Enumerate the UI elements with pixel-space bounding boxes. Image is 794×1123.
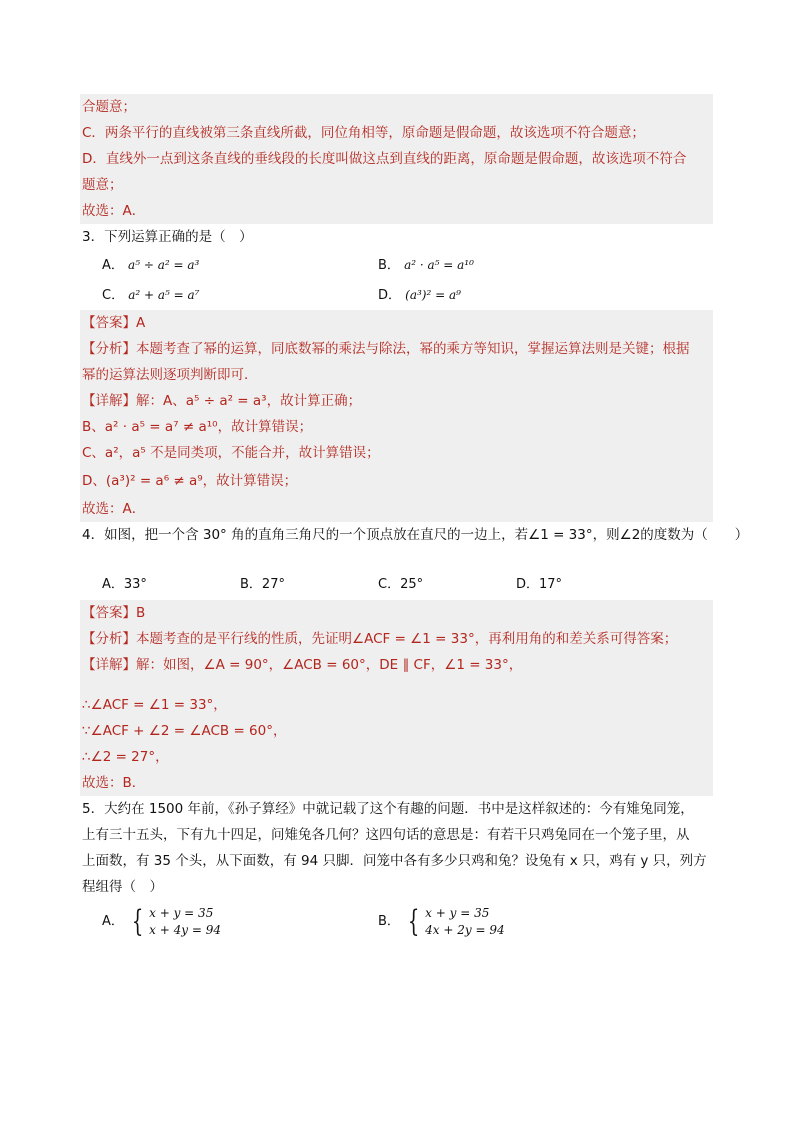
answer-tag: 【答案】 bbox=[82, 605, 136, 621]
solution-block-q4 bbox=[80, 600, 713, 796]
text-line: C．两条平行的直线被第三条直线所截，同位角相等，原命题是假命题，故该选项不符合题意； bbox=[82, 125, 645, 141]
brace-icon: { bbox=[407, 903, 420, 939]
detail-line: C、a²，a⁵ 不是同类项，不能合并，故计算错误； bbox=[82, 445, 380, 461]
q3-stem: 3．下列运算正确的是（ ） bbox=[82, 229, 253, 245]
q4-option-c: C．25° bbox=[378, 577, 424, 592]
detail-line: B、a² · a⁵ = a⁷ ≠ a¹⁰，故计算错误； bbox=[82, 419, 313, 435]
analysis-line: 【分析】本题考查的是平行线的性质，先证明∠ACF = ∠1 = 33°，再利用角的和差关系可得答案； bbox=[82, 631, 678, 647]
q3-option-d: D． (a³)² = a⁹ bbox=[378, 288, 461, 303]
detail-line: 【详解】解：如图，∠A = 90°，∠ACB = 60°，DE ∥ CF，∠1 = 33°， bbox=[82, 657, 523, 673]
solution-block-q2 bbox=[80, 94, 713, 224]
text-line: 合题意； bbox=[82, 99, 136, 115]
q3-option-b: B． a² · a⁵ = a¹⁰ bbox=[378, 258, 474, 273]
text-line: 题意； bbox=[82, 177, 123, 193]
q3-option-c: C． a² + a⁵ = a⁷ bbox=[102, 288, 200, 303]
detail-line: ∴∠2 = 27°， bbox=[82, 749, 169, 765]
analysis-line: 【分析】本题考查了幂的运算，同底数幂的乘法与除法，幂的乘方等知识，掌握运算法则是关键；根据 bbox=[82, 341, 690, 357]
detail-line: ∵∠ACF + ∠2 = ∠ACB = 60°， bbox=[82, 723, 287, 739]
analysis-tag: 【分析】 bbox=[82, 341, 136, 357]
answer-value: B bbox=[136, 605, 146, 621]
answer-value: A bbox=[136, 315, 146, 331]
detail-tag: 【详解】 bbox=[82, 657, 136, 673]
q5-stem-line: 上有三十五头，下有九十四足，问雉兔各几何？这四句话的意思是：有若干只鸡兔同在一个笼子里，从 bbox=[82, 827, 690, 843]
q3-option-a: A． a⁵ ÷ a² = a³ bbox=[102, 258, 200, 273]
answer-line bbox=[80, 310, 713, 336]
q5-stem-line: 程组得（ ） bbox=[82, 879, 163, 895]
text-line: D．直线外一点到这条直线的垂线段的长度叫做这点到直线的距离，原命题是假命题，故该选项不符合 bbox=[82, 151, 687, 167]
q3-options-row2 bbox=[80, 280, 713, 310]
equation-system: { x + y = 35 4x + 2y = 94 bbox=[407, 903, 505, 939]
choose-line: 故选：B． bbox=[82, 775, 146, 791]
q4-option-d: D．17° bbox=[516, 577, 563, 592]
q4-option-a: A．33° bbox=[102, 577, 147, 592]
document-content bbox=[80, 94, 749, 944]
detail-tag: 【详解】 bbox=[82, 393, 136, 409]
analysis-tag: 【分析】 bbox=[82, 631, 136, 647]
detail-line: D、(a³)² = a⁶ ≠ a⁹，故计算错误； bbox=[82, 473, 298, 489]
q3-options-row1 bbox=[80, 250, 713, 280]
q5-stem-line: 上面数，有 35 个头，从下面数，有 94 只脚．问笼中各有多少只鸡和兔？设兔有 x 只，鸡有 y 只，列方 bbox=[82, 853, 707, 869]
q4-option-b: B．27° bbox=[240, 577, 285, 592]
brace-icon: { bbox=[131, 903, 144, 939]
q5-stem-line: 5．大约在 1500 年前，《孙子算经》中就记载了这个有趣的问题．书中是这样叙述的：今有雉兔同笼， bbox=[82, 801, 694, 817]
text-line: 故选：A． bbox=[82, 203, 146, 219]
solution-block-q3 bbox=[80, 310, 713, 522]
q5-options bbox=[80, 900, 713, 944]
detail-line: ∴∠ACF = ∠1 = 33°， bbox=[82, 697, 227, 713]
q5-option-a: A． { x + y = 35 x + 4y = 94 bbox=[102, 903, 221, 939]
answer-line bbox=[80, 600, 713, 626]
answer-tag: 【答案】 bbox=[82, 315, 136, 331]
analysis-line: 幂的运算法则逐项判断即可． bbox=[82, 367, 258, 383]
choose-line: 故选：A． bbox=[82, 501, 146, 517]
q4-stem: 4．如图，把一个含 30° 角的直角三角尺的一个顶点放在直尺的一边上，若∠1 = 33°，则∠2的度数为（ ） bbox=[82, 527, 749, 543]
equation-system: { x + y = 35 x + 4y = 94 bbox=[131, 903, 221, 939]
q5-option-b: B． { x + y = 35 4x + 2y = 94 bbox=[378, 903, 505, 939]
detail-line: 【详解】解：A、a⁵ ÷ a² = a³，故计算正确； bbox=[82, 393, 362, 409]
q4-options bbox=[80, 570, 713, 600]
